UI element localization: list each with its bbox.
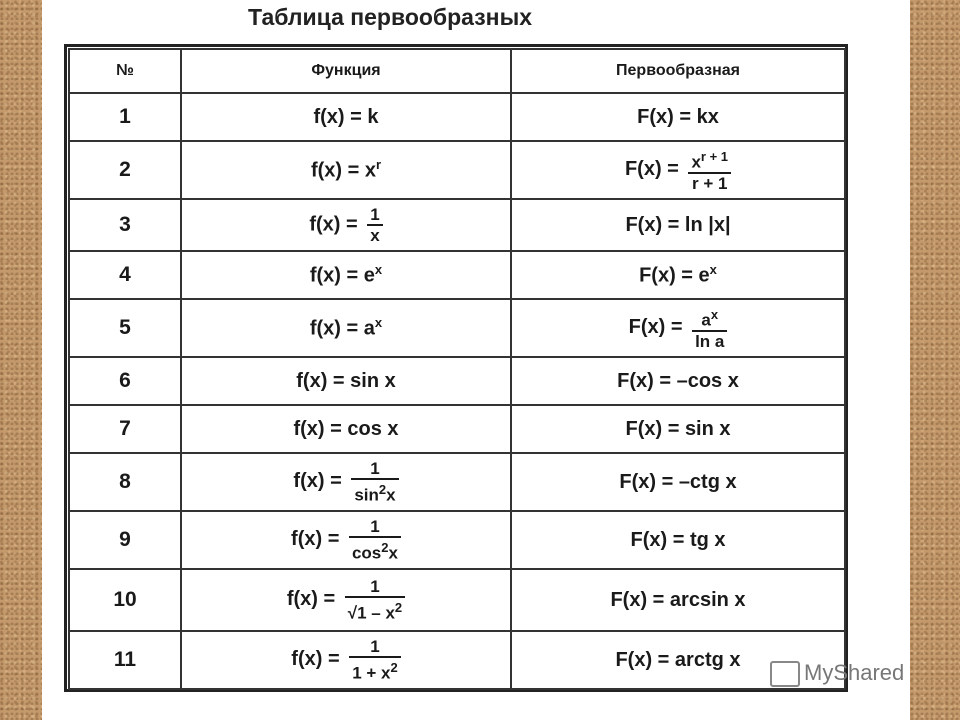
numerator-base: a	[701, 310, 711, 330]
antiderivative-cell: F(x) = ln |x|	[511, 199, 845, 251]
antiderivative-cell: F(x) = tg x	[511, 511, 845, 569]
watermark	[770, 660, 904, 687]
function-exponent: x	[374, 262, 383, 278]
antiderivative-text: F(x) =	[628, 316, 683, 339]
function-cell: f(x) = sin x	[181, 357, 511, 405]
denominator-variable: x	[386, 485, 396, 505]
watermark-text: MyShared	[804, 660, 905, 685]
function-text: f(x) = x	[310, 159, 376, 182]
fraction-denominator	[351, 478, 398, 505]
antiderivative-cell: F(x) = arcsin x	[511, 569, 845, 631]
function-cell: f(x) = cos x	[181, 405, 511, 453]
denominator-exponent: 2	[394, 600, 403, 616]
page-title: Таблица первообразных	[248, 4, 533, 30]
numerator-exponent: r + 1	[700, 149, 729, 165]
header-function: Функция	[181, 49, 511, 93]
row-number: 3	[69, 199, 181, 251]
row-number: 5	[69, 299, 181, 357]
table-row	[69, 511, 845, 569]
function-text: f(x) =	[293, 470, 342, 493]
numerator-exponent: x	[710, 307, 719, 323]
antiderivatives-table	[68, 48, 846, 690]
table-row	[69, 93, 845, 141]
denominator-exponent: 2	[381, 540, 389, 556]
fraction-numerator: 1	[370, 637, 380, 657]
table-row	[69, 453, 845, 511]
fraction-denominator: ln a	[692, 330, 727, 351]
function-text: f(x) = e	[309, 264, 375, 287]
antiderivative-cell: F(x) = sin x	[511, 405, 845, 453]
fraction	[349, 637, 401, 683]
denominator-exponent: 2	[378, 482, 387, 498]
function-cell	[181, 511, 511, 569]
presentation-icon	[770, 661, 800, 687]
denominator-base: 1 + x	[352, 663, 391, 683]
table-row	[69, 251, 845, 299]
fraction	[688, 147, 731, 193]
function-text: f(x) = a	[309, 317, 375, 340]
table-row	[69, 631, 845, 689]
function-exponent: x	[374, 315, 383, 331]
fraction	[345, 577, 405, 623]
function-cell	[181, 199, 511, 251]
table-row	[69, 199, 845, 251]
function-cell	[181, 251, 511, 299]
antiderivative-cell: F(x) = –cos x	[511, 357, 845, 405]
antiderivative-cell: F(x) = arctg x	[511, 631, 845, 689]
fraction-numerator: 1	[370, 205, 380, 224]
row-number: 8	[69, 453, 181, 511]
antiderivative-cell	[511, 299, 845, 357]
table-row	[69, 141, 845, 199]
function-cell	[181, 569, 511, 631]
function-text: f(x) =	[291, 528, 340, 551]
denominator-exponent: 2	[390, 660, 398, 676]
antiderivative-cell: F(x) = –ctg x	[511, 453, 845, 511]
table-header-row	[69, 49, 845, 93]
row-number: 7	[69, 405, 181, 453]
antiderivative-cell	[511, 141, 845, 199]
table-row	[69, 299, 845, 357]
denominator-root: √1 – x	[347, 603, 395, 623]
table-row	[69, 569, 845, 631]
denominator-variable: x	[388, 543, 398, 563]
fraction-denominator	[349, 656, 401, 683]
denominator-base: cos	[351, 543, 382, 563]
row-number: 11	[69, 631, 181, 689]
fraction-numerator: 1	[370, 577, 380, 597]
document-page	[42, 0, 910, 720]
function-cell	[181, 141, 511, 199]
denominator-base: sin	[354, 485, 379, 505]
fraction-denominator: r + 1	[688, 172, 731, 193]
function-cell: f(x) = k	[181, 93, 511, 141]
fraction-denominator	[349, 536, 401, 563]
function-cell	[181, 453, 511, 511]
function-text: f(x) =	[291, 648, 340, 671]
fraction-numerator	[692, 305, 727, 330]
fraction	[349, 517, 401, 563]
row-number: 1	[69, 93, 181, 141]
row-number: 9	[69, 511, 181, 569]
antiderivative-text: F(x) = e	[639, 264, 710, 287]
fraction	[351, 459, 398, 505]
numerator-base: x	[691, 152, 701, 172]
row-number: 6	[69, 357, 181, 405]
row-number: 4	[69, 251, 181, 299]
function-cell	[181, 299, 511, 357]
function-text: f(x) =	[309, 213, 358, 236]
fraction	[692, 305, 727, 351]
antiderivative-text: F(x) =	[624, 158, 679, 181]
fraction-numerator: 1	[370, 517, 380, 537]
header-number: №	[69, 49, 181, 93]
header-antiderivative: Первообразная	[511, 49, 845, 93]
row-number: 2	[69, 141, 181, 199]
table-row	[69, 357, 845, 405]
antiderivative-cell	[511, 251, 845, 299]
fraction-denominator	[345, 596, 405, 623]
fraction	[367, 205, 382, 245]
antiderivative-cell: F(x) = kx	[511, 93, 845, 141]
function-exponent: r	[375, 157, 382, 173]
fraction-denominator: x	[367, 224, 382, 245]
antiderivative-exponent: x	[709, 262, 717, 278]
fraction-numerator: 1	[370, 459, 380, 479]
row-number: 10	[69, 569, 181, 631]
function-text: f(x) =	[286, 588, 336, 611]
table-row	[69, 405, 845, 453]
function-cell	[181, 631, 511, 689]
fraction-numerator	[688, 147, 731, 172]
